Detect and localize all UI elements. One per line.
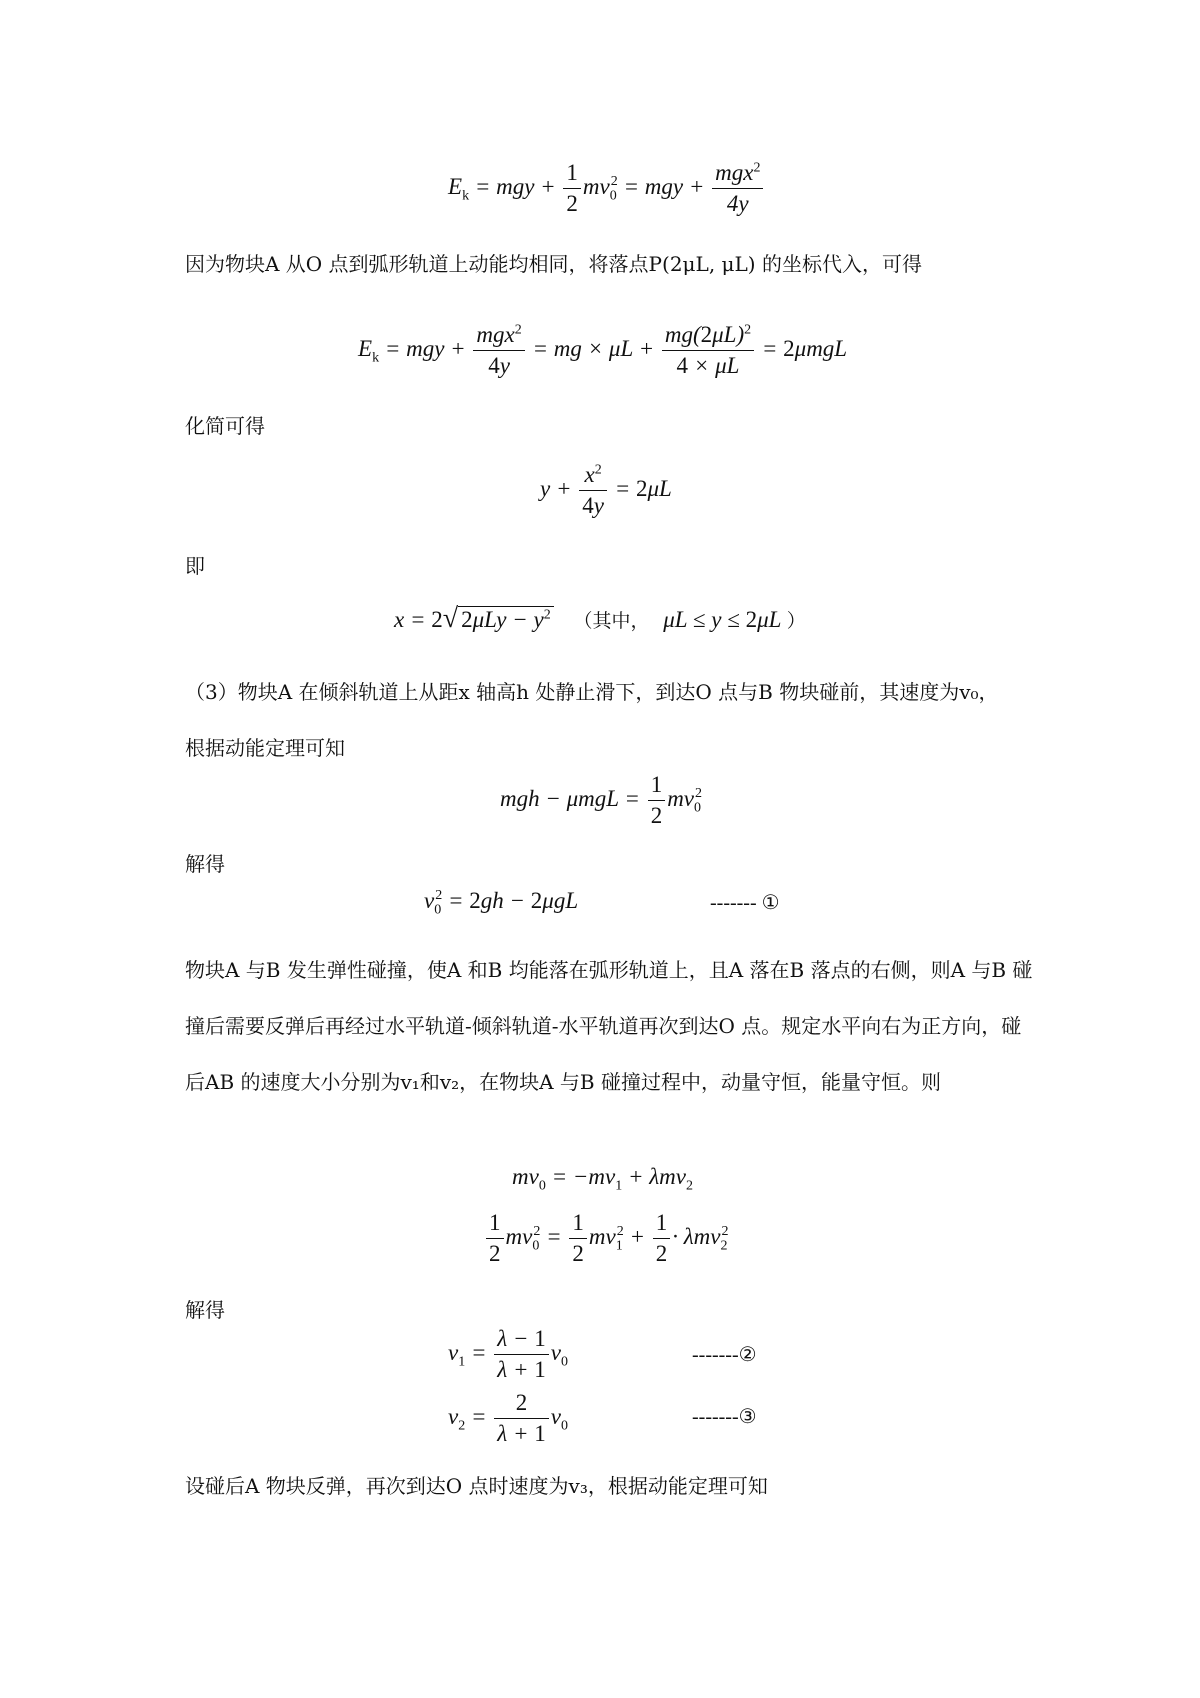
paragraph-substitute-point: 因为物块A 从O 点到弧形轨道上动能均相同，将落点P(2μL, μL) 的坐标代入，可得 [185, 252, 922, 276]
paragraph-simplify: 化简可得 [185, 414, 265, 438]
equation-v0-squared: $v_0^2 = 2gh - 2\mu gL$ [424, 888, 579, 918]
condition-close: ） [786, 610, 806, 632]
paragraph-solve-1: 解得 [185, 852, 225, 876]
equation-ek-general: $E_k$ = mgy + $\frac{1}{2}$ $mv_0^2$ = mgy + $\frac{mgx^2}{4y}$ [448, 160, 765, 217]
equation-v1: $v_1$ = $\frac{\lambda - 1}{\lambda + 1}$ $v_0$ [448, 1326, 568, 1382]
equation-energy-theorem: mgh − μmgL = $\frac{1}{2}$ $mv_0^2$ [500, 772, 703, 828]
paragraph-elastic-collision: 物块A 与B 发生弹性碰撞，使A 和B 均能落在弧形轨道上，且A 落在B 落点的右侧，则A 与B 碰撞后需要反弹后再经过水平轨道-倾斜轨道-水平轨道再次到达O 点。规定水平向右为正方向，碰后AB 的速度大小分别为v₁和v₂，在物块A 与B 碰撞过程中，动量守恒，能量守恒。则 [185, 958, 1033, 1094]
paragraph-rebound: 设碰后A 物块反弹，再次到达O 点时速度为v₃，根据动能定理可知 [185, 1474, 768, 1498]
equation-energy-conservation: $\frac{1}{2}$ $mv_0^2$ = $\frac{1}{2}$ $mv_1^2$ + $\frac{1}{2}$ · λmv$_2^2$ [484, 1210, 729, 1267]
paragraph-energy-theorem: 根据动能定理可知 [185, 736, 345, 760]
equation-momentum: $mv_0 = -mv_1 + \lambda mv_2$ [512, 1164, 693, 1194]
equation-v2: $v_2$ = $\frac{2}{\lambda + 1}$ $v_0$ [448, 1390, 568, 1446]
equation-tag-2: -------② [692, 1344, 757, 1366]
equation-simplified: y + $\frac{x^2}{4y}$ = 2μL [540, 462, 672, 518]
equation-x-of-y: x = 2√ $2\mu Ly - y^2$ （其中， μL ≤ y ≤ 2μL ） [394, 603, 806, 634]
equation-tag-3: -------③ [692, 1406, 757, 1428]
condition-open: （其中， [573, 610, 650, 632]
equation-ek-substituted: $E_k$ = mgy + $\frac{mgx^2}{4y}$ = mg × μL + $\frac{mg(2\mu L)^2}{4 \times \mu L}$ = 2μmgL [358, 322, 848, 378]
paragraph-namely: 即 [185, 554, 205, 578]
paragraph-part3-intro: （3）物块A 在倾斜轨道上从距x 轴高h 处静止滑下，到达O 点与B 物块碰前，其速度为v₀， [185, 680, 999, 704]
paragraph-solve-2: 解得 [185, 1298, 225, 1322]
equation-tag-1: ------- ① [710, 892, 780, 914]
